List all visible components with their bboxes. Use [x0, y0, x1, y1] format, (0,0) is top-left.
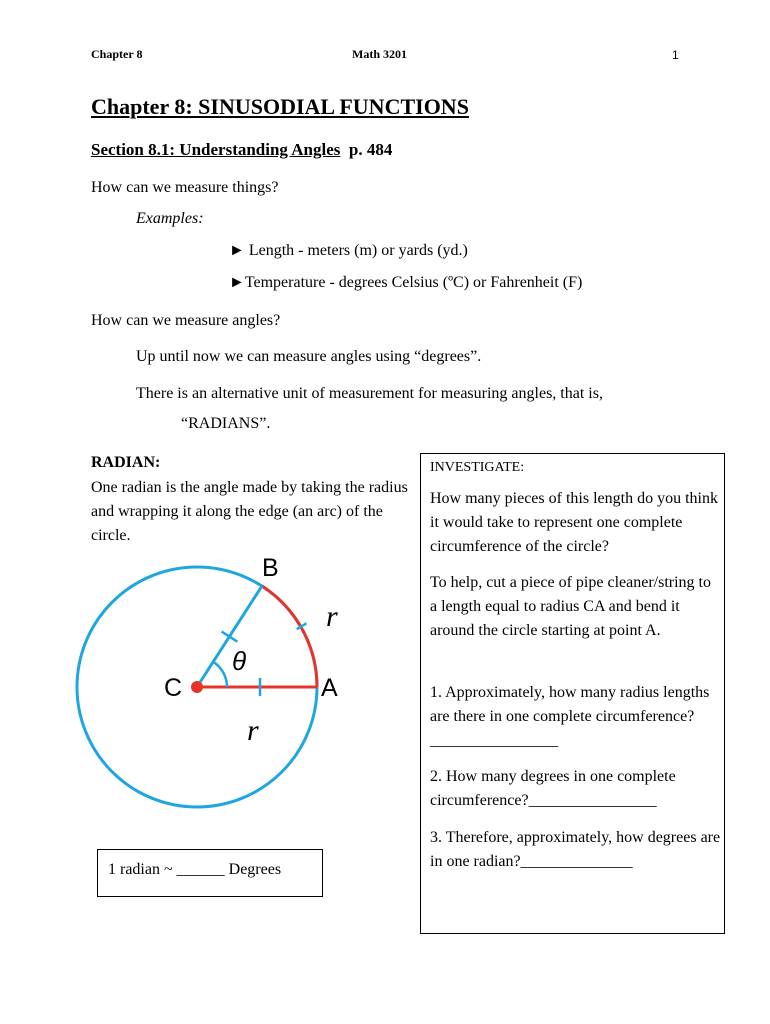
- investigate-title: INVESTIGATE:: [430, 460, 525, 475]
- investigate-question-1: 1. Approximately, how many radius lengths are there in one complete circumference?________________: [430, 684, 710, 749]
- label-c: C: [164, 674, 183, 702]
- paragraph-alternative: There is an alternative unit of measurement for measuring angles, that is,: [136, 385, 603, 402]
- page-title: Chapter 8: SINUSODIAL FUNCTIONS: [91, 94, 469, 119]
- radian-conversion-box: [97, 849, 323, 897]
- section-name: Section 8.1: Understanding Angles: [91, 140, 341, 159]
- label-theta: θ: [232, 646, 247, 676]
- label-b: B: [262, 554, 279, 582]
- page-number: 1: [672, 48, 679, 62]
- investigate-box: [420, 453, 725, 934]
- radian-circle-diagram: [60, 550, 420, 850]
- investigate-question-3: 3. Therefore, approximately, how degrees are in one radian?______________: [430, 829, 721, 870]
- section-page-ref: p. 484: [348, 140, 393, 159]
- angle-mark: [213, 662, 227, 687]
- example-length: ► Length - meters (m) or yards (yd.): [229, 242, 468, 259]
- question-measure-things: How can we measure things?: [91, 179, 279, 196]
- investigate-question-2: 2. How many degrees in one complete circumference?________________: [430, 768, 676, 809]
- radian-conversion-text: 1 radian ~ ______ Degrees: [108, 861, 282, 878]
- label-a: A: [321, 674, 338, 702]
- radian-definition: One radian is the angle made by taking the radius and wrapping it along the edge (an arc) of the circle.: [91, 479, 408, 544]
- center-point: [191, 681, 203, 693]
- label-r-arc: r: [326, 600, 338, 633]
- tick-cb: [222, 632, 238, 642]
- section-heading: [91, 140, 392, 160]
- investigate-intro: How many pieces of this length do you think it would take to represent one complete circumference of the circle?: [430, 490, 718, 555]
- investigate-help: To help, cut a piece of pipe cleaner/string to a length equal to radius CA and bend it around the circle starting at point A.: [430, 574, 711, 639]
- label-r-radius: r: [247, 714, 259, 747]
- paragraph-degrees: Up until now we can measure angles using “degrees”.: [136, 348, 482, 365]
- arc-length-r: [262, 586, 317, 687]
- question-measure-angles: How can we measure angles?: [91, 312, 281, 329]
- example-temperature: ►Temperature - degrees Celsius (ºC) or Fahrenheit (F): [229, 274, 583, 291]
- examples-label: Examples:: [136, 210, 204, 227]
- header-chapter: Chapter 8: [91, 47, 143, 61]
- radian-heading: RADIAN:: [91, 454, 161, 471]
- header-course: Math 3201: [352, 47, 407, 61]
- paragraph-radians: “RADIANS”.: [181, 415, 271, 432]
